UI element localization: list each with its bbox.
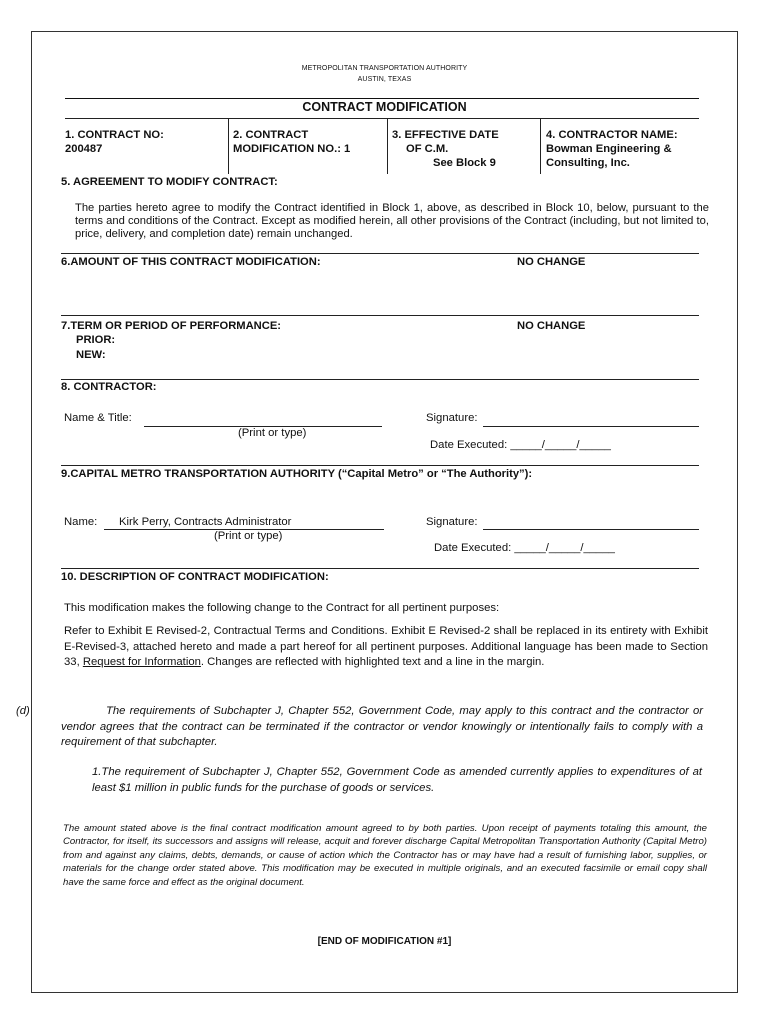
contractor-date-executed[interactable]: Date Executed: _____/_____/_____ bbox=[430, 439, 611, 451]
clause-item-1: 1.The requirement of Subchapter J, Chapter 552, Government Code as amended currently applies to expenditures of at least $1 million in public funds for the purchase of goods or services. bbox=[92, 766, 702, 794]
authority-date-executed[interactable]: Date Executed: _____/_____/_____ bbox=[434, 542, 615, 554]
block3-label-2: OF C.M. bbox=[406, 143, 449, 155]
authority-name-label: Name: bbox=[64, 516, 98, 528]
contractor-signature-field[interactable] bbox=[483, 426, 699, 427]
authority-print-note: (Print or type) bbox=[214, 530, 283, 542]
authority-name-value: Kirk Perry, Contracts Administrator bbox=[119, 516, 292, 528]
term-prior-label: PRIOR: bbox=[76, 334, 116, 346]
authority-signature-field[interactable] bbox=[483, 529, 699, 530]
final-statement: The amount stated above is the final contract modification amount agreed to by both parties. Upon receipt of payments totaling this amount, the Contractor, for itself, its successors and assigns will release, acquit and forever discharge Capital Metropolitan Transportation Authority (Capital Metro) from and against any claims, debts, demands, or cause of action which the Contractor has or may have had a result of furnishing labor, supplies, or materials for the change order stated above. This modification may be executed in multiple originals, and an executed facsimile or email copy shall have the same force and effect as the original document. bbox=[63, 823, 707, 888]
authority-signature-label: Signature: bbox=[426, 516, 478, 528]
section10-paragraph-a: Refer to Exhibit E Revised-2, Contractual Terms and Conditions. Exhibit E Revised-2 shall be replaced in its entirety with Exhibit E-Revised-3, attached hereto and made a part hereof for all pertinent purposes. Additional language has been made to Section 33, bbox=[64, 625, 708, 668]
section9-rule bbox=[61, 465, 699, 466]
section8-rule bbox=[61, 379, 699, 380]
section6-heading: 6.AMOUNT OF THIS CONTRACT MODIFICATION: bbox=[61, 256, 321, 268]
term-new-label: NEW: bbox=[76, 349, 106, 361]
section10-rule bbox=[61, 568, 699, 569]
section7-rule bbox=[61, 315, 699, 316]
clause-d bbox=[16, 704, 703, 751]
block-divider-3 bbox=[540, 119, 541, 174]
clause-d-text: The requirements of Subchapter J, Chapter 552, Government Code, may apply to this contract and the contractor or vendor agrees that the contract can be terminated if the contractor or vendor knowingly or intentionally fails to comply with a requirement of that subchapter. bbox=[61, 705, 703, 748]
section10-paragraph bbox=[64, 624, 708, 671]
section5-heading: 5. AGREEMENT TO MODIFY CONTRACT: bbox=[61, 176, 278, 188]
contractor-name-title-label: Name & Title: bbox=[64, 412, 132, 424]
title-rule-top bbox=[65, 98, 699, 99]
section10-paragraph-b: . Changes are reflected with highlighted text and a line in the margin. bbox=[200, 656, 545, 668]
amount-value: NO CHANGE bbox=[517, 256, 586, 268]
contractor-name-2: Consulting, Inc. bbox=[546, 157, 630, 169]
modification-number: MODIFICATION NO.: 1 bbox=[233, 143, 351, 155]
clause-d-label: (d) bbox=[16, 705, 30, 717]
page-title: CONTRACT MODIFICATION bbox=[302, 100, 467, 114]
section10-heading: 10. DESCRIPTION OF CONTRACT MODIFICATION: bbox=[61, 571, 329, 583]
request-for-information-link[interactable]: Request for Information bbox=[82, 656, 201, 668]
section7-heading: 7.TERM OR PERIOD OF PERFORMANCE: bbox=[61, 320, 282, 332]
org-location: AUSTIN, TEXAS bbox=[357, 76, 412, 83]
block2-label: 2. CONTRACT bbox=[233, 129, 309, 141]
block3-label: 3. EFFECTIVE DATE bbox=[392, 129, 499, 141]
title-rule-bottom bbox=[65, 118, 699, 119]
contractor-signature-label: Signature: bbox=[426, 412, 478, 424]
block4-label: 4. CONTRACTOR NAME: bbox=[546, 129, 678, 141]
contractor-print-note: (Print or type) bbox=[238, 427, 307, 439]
block1-label: 1. CONTRACT NO: bbox=[65, 129, 164, 141]
term-value: NO CHANGE bbox=[517, 320, 586, 332]
effective-date: See Block 9 bbox=[433, 157, 496, 169]
document-page bbox=[16, 31, 738, 993]
contractor-name: Bowman Engineering & bbox=[546, 143, 672, 155]
section5-text: The parties hereto agree to modify the Contract identified in Block 1, above, as described in Block 10, below, pursuant to the terms and conditions of the Contract. Except as modified herein, all other provisions of the Contract (including, but not limited to, price, delivery, and completion date) remain unchanged. bbox=[75, 202, 709, 240]
contract-number: 200487 bbox=[65, 143, 103, 155]
end-of-modification: [END OF MODIFICATION #1] bbox=[317, 936, 452, 947]
block-divider-2 bbox=[387, 119, 388, 174]
section10-intro: This modification makes the following change to the Contract for all pertinent purposes: bbox=[64, 602, 500, 614]
section6-rule bbox=[61, 253, 699, 254]
org-name: METROPOLITAN TRANSPORTATION AUTHORITY bbox=[301, 65, 468, 72]
section9-heading: 9.CAPITAL METRO TRANSPORTATION AUTHORITY (“Capital Metro” or “The Authority”): bbox=[61, 468, 533, 480]
section8-heading: 8. CONTRACTOR: bbox=[61, 381, 157, 393]
block-divider-1 bbox=[228, 119, 229, 174]
